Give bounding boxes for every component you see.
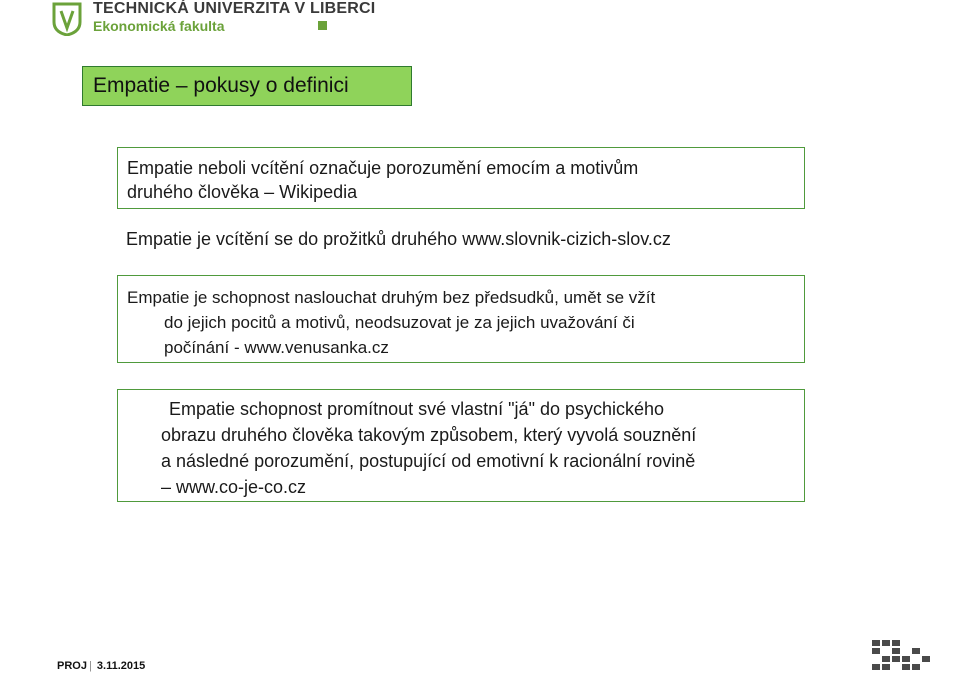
definition-co-je-co (117, 389, 805, 502)
definition-line: Empatie je schopnost naslouchat druhým bez předsudků, umět se vžít (127, 288, 656, 307)
definition-line: druhého člověka – Wikipedia (127, 182, 358, 202)
footer-label: PROJ (57, 660, 87, 672)
definition-line: do jejich pocitů a motivů, neodsuzovat je za jejich uvažování či (164, 313, 635, 332)
definition-wikipedia (117, 147, 805, 209)
definition-line: – www.co-je-co.cz (161, 477, 307, 497)
slide-title: Empatie – pokusy o definici (82, 66, 412, 106)
definition-line: a následné porozumění, postupující od emotivní k racionální rovině (161, 451, 696, 471)
footer-info (57, 660, 145, 672)
definition-line: obrazu druhého člověka takovým způsobem, který vyvolá souznění (161, 425, 697, 445)
university-header (52, 0, 376, 40)
faculty-square-icon (318, 21, 327, 30)
definition-venusanka (117, 275, 805, 363)
grid-pattern-icon (872, 640, 932, 674)
definition-line: počínání - www.venusanka.cz (164, 338, 389, 357)
definition-line: Empatie schopnost promítnout své vlastní "já" do psychického (169, 399, 665, 419)
footer-date: 3.11.2015 (96, 660, 146, 672)
faculty-name: Ekonomická fakulta (93, 18, 225, 34)
definition-line: Empatie neboli vcítění označuje porozumění emocím a motivům (127, 158, 639, 178)
definition-slovnik: Empatie je vcítění se do prožitků druhého www.slovnik-cizich-slov.cz (126, 229, 671, 249)
university-name: TECHNICKÁ UNIVERZITA V LIBERCI (93, 0, 376, 17)
university-logo-icon (52, 2, 82, 36)
footer-separator: | (88, 660, 92, 672)
